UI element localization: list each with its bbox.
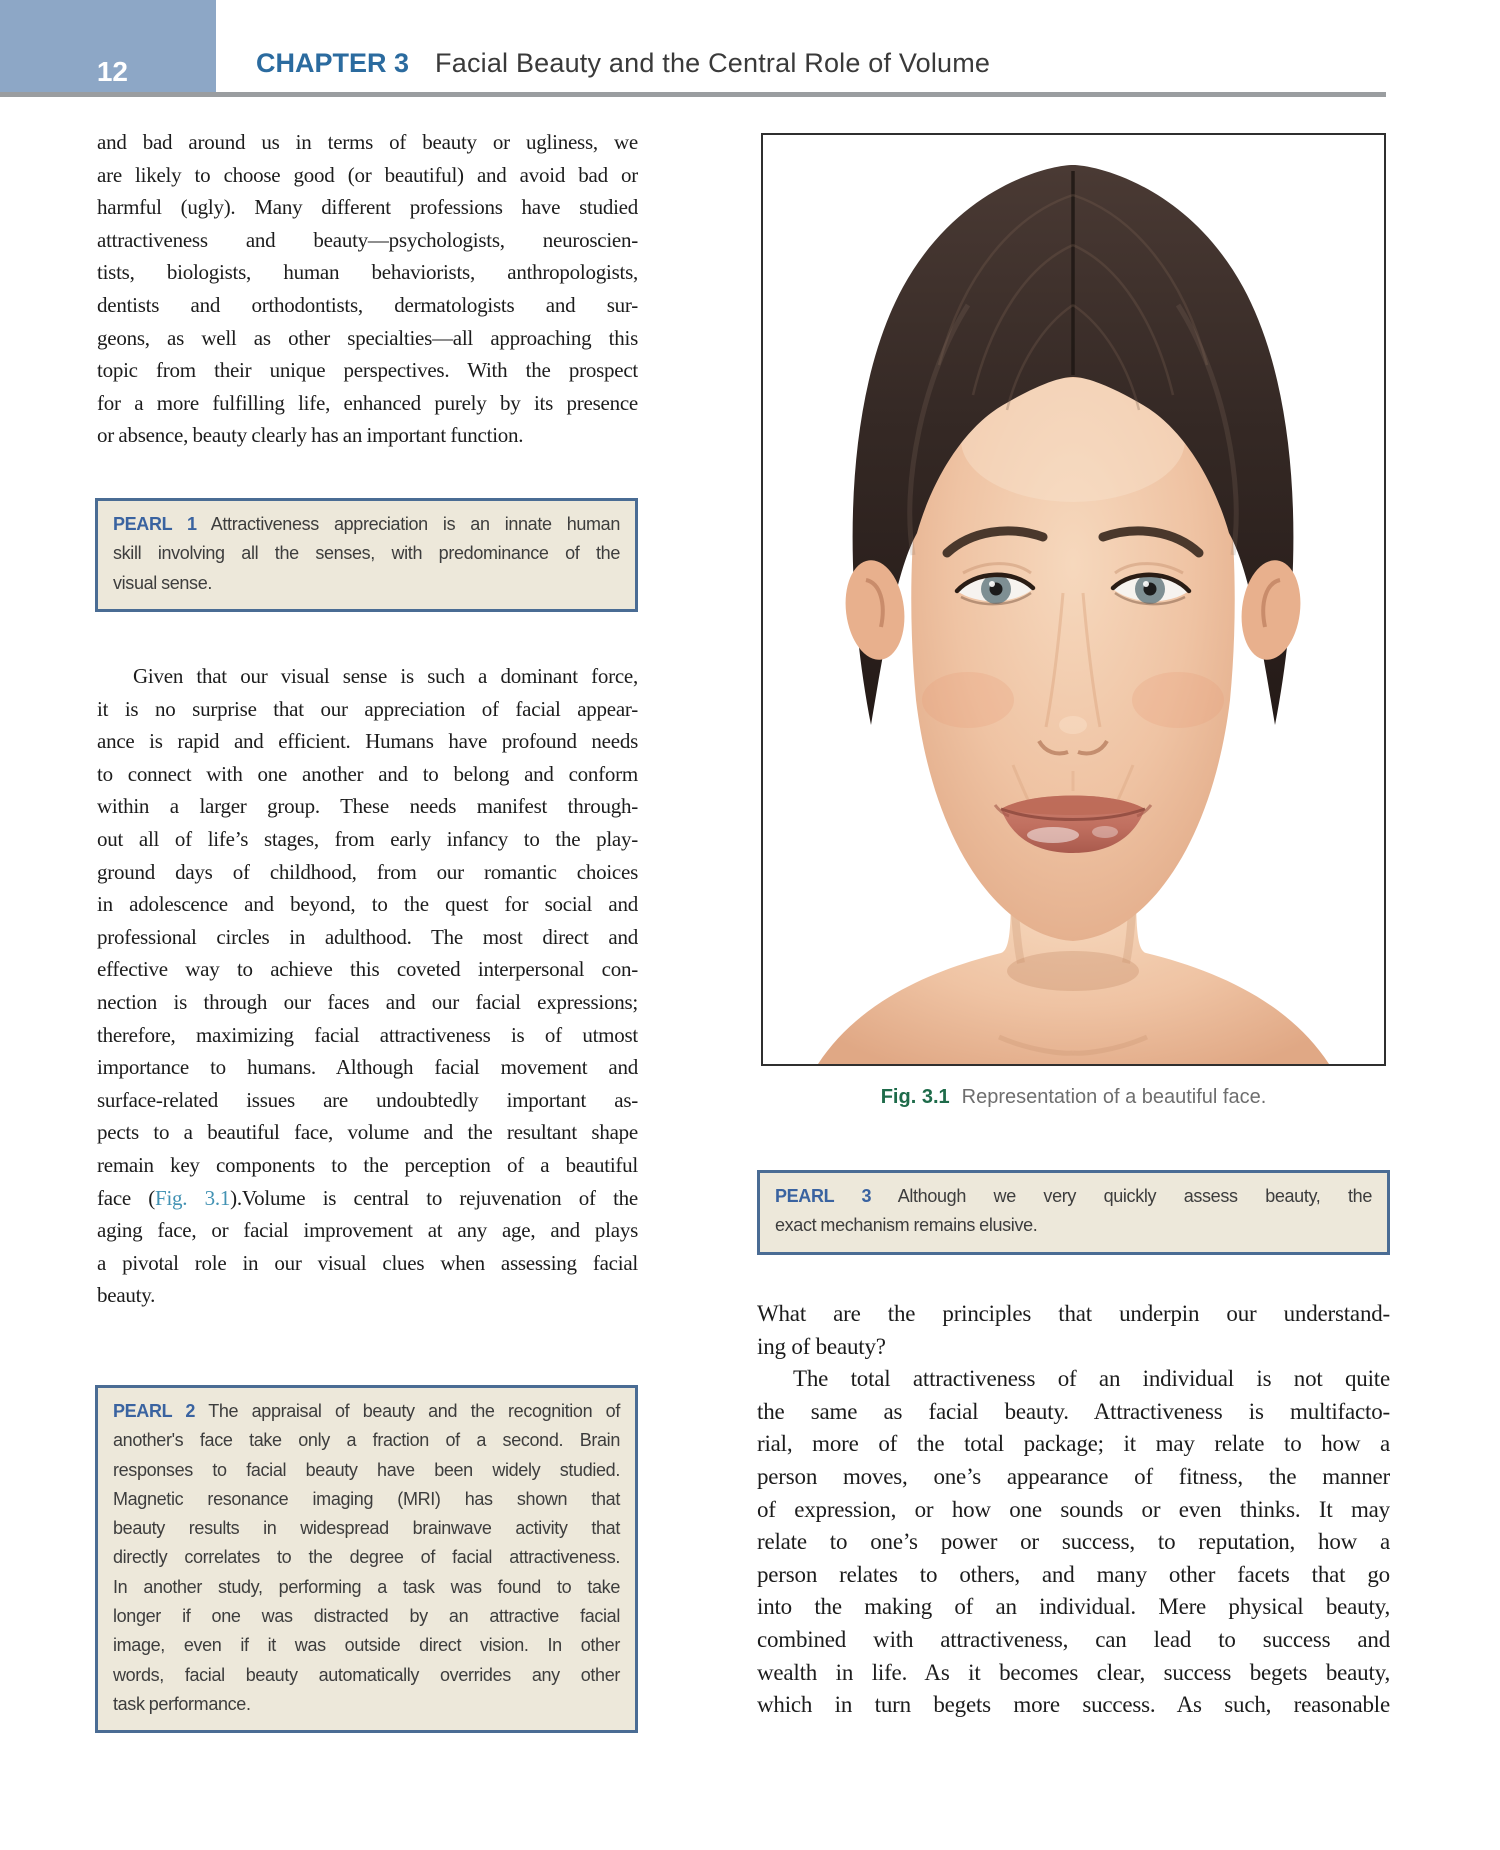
text-line: another's face take only a fraction of a second. Brain <box>113 1430 620 1451</box>
text-line: wealth in life. As it becomes clear, success begets beauty, <box>757 1659 1390 1685</box>
text-line: pects to a beautiful face, volume and the resultant shape <box>97 1120 638 1145</box>
text-line: combined with attractiveness, can lead to success and <box>757 1626 1390 1652</box>
pearl-1-box <box>95 498 638 612</box>
text-line: visual sense. <box>113 572 213 593</box>
text-line: out all of life’s stages, from early infancy to the play- <box>97 826 638 851</box>
pearl-3-label: PEARL 3 <box>775 1186 872 1206</box>
figure-caption-label: Fig. 3.1 <box>880 1086 950 1108</box>
text-line: dentists and orthodontists, dermatologists and sur- <box>97 292 638 317</box>
text-line <box>97 1182 638 1215</box>
page-number: 12 <box>96 56 128 87</box>
text-line: Magnetic resonance imaging (MRI) has shown that <box>113 1488 620 1509</box>
text-line: ground days of childhood, from our romantic choices <box>97 859 638 884</box>
text-line: directly correlates to the degree of facial attractiveness. <box>113 1547 620 1568</box>
text-span: face ( <box>97 1185 156 1210</box>
text-line: it is no surprise that our appreciation of facial appear- <box>97 696 638 721</box>
chapter-label: CHAPTER 3 <box>256 48 410 78</box>
text-line: image, even if it was outside direct vision. In other <box>113 1635 620 1656</box>
text-span: Although we very quickly assess beauty, the <box>871 1186 1372 1206</box>
question-paragraph <box>757 1298 1390 1363</box>
page-number-block <box>0 0 216 92</box>
text-line: a pivotal role in our visual clues when assessing facial <box>97 1250 638 1275</box>
text-line: effective way to achieve this coveted interpersonal con- <box>97 957 638 982</box>
text-line: in adolescence and beyond, to the quest for social and <box>97 892 638 917</box>
text-line: What are the principles that underpin our understand- <box>757 1301 1390 1326</box>
text-line <box>113 510 620 539</box>
text-line: longer if one was distracted by an attractive facial <box>113 1606 620 1627</box>
text-line: the same as facial beauty. Attractiveness is multifacto- <box>757 1398 1390 1424</box>
text-line: In another study, performing a task was found to take <box>113 1576 620 1597</box>
pearl-2-box <box>95 1385 638 1733</box>
text-line: professional circles in adulthood. The most direct and <box>97 924 638 949</box>
figure-caption-text: Representation of a beautiful face. <box>961 1086 1267 1108</box>
text-span: ).Volume is central to rejuvenation of the <box>230 1185 638 1210</box>
figure-3-1-reference[interactable]: Fig. 3.1 <box>155 1185 231 1210</box>
text-line: importance to humans. Although facial movement and <box>97 1055 638 1080</box>
text-line: geons, as well as other specialties—all approaching this <box>97 325 638 350</box>
body-paragraph-volume <box>97 660 638 1312</box>
text-line: person moves, one’s appearance of fitness, the manner <box>757 1463 1390 1489</box>
text-line: person relates to others, and many other facets that go <box>757 1561 1390 1587</box>
text-line: or absence, beauty clearly has an important function. <box>97 423 524 448</box>
chapter-title: Facial Beauty and the Central Role of Volume <box>435 48 991 78</box>
text-line: ing of beauty? <box>757 1333 886 1359</box>
text-line: exact mechanism remains elusive. <box>775 1215 1038 1236</box>
text-line: beauty. <box>97 1283 156 1308</box>
text-line: for a more fulfilling life, enhanced purely by its presence <box>97 390 638 415</box>
pearl-2-label: PEARL 2 <box>113 1401 196 1421</box>
text-line: of expression, or how one sounds or even thinks. It may <box>757 1496 1390 1522</box>
text-line: to connect with one another and to belong and conform <box>97 761 638 786</box>
text-line: ance is rapid and efficient. Humans have profound needs <box>97 729 638 754</box>
text-line: therefore, maximizing facial attractiveness is of utmost <box>97 1022 638 1047</box>
text-line: responses to facial beauty have been widely studied. <box>113 1459 620 1480</box>
chapter-heading <box>256 48 990 79</box>
header-rule <box>0 92 1386 97</box>
text-line: remain key components to the perception of a beautiful <box>97 1152 638 1177</box>
right-text-block <box>757 1298 1390 1722</box>
text-line: harmful (ugly). Many different professions have studied <box>97 195 638 220</box>
text-line: are likely to choose good (or beautiful) and avoid bad or <box>97 162 638 187</box>
text-line <box>775 1182 1372 1211</box>
text-line: which in turn begets more success. As such, reasonable <box>757 1692 1390 1718</box>
pearl-3-box <box>757 1170 1390 1255</box>
text-line: aging face, or facial improvement at any age, and plays <box>97 1218 638 1243</box>
text-line: Given that our visual sense is such a dominant force, <box>133 664 638 688</box>
body-paragraph-attractiveness <box>757 1363 1390 1722</box>
text-line: relate to one’s power or success, to reputation, how a <box>757 1529 1390 1555</box>
text-line: task performance. <box>113 1693 251 1714</box>
text-line: within a larger group. These needs manifest through- <box>97 794 638 819</box>
text-line: beauty results in widespread brainwave activity that <box>113 1518 620 1539</box>
text-line: tists, biologists, human behaviorists, anthropologists, <box>97 260 638 285</box>
text-line: skill involving all the senses, with predominance of the <box>113 543 620 564</box>
figure-frame <box>761 133 1386 1066</box>
text-line: attractiveness and beauty—psychologists, neuroscien- <box>97 227 638 252</box>
text-line: rial, more of the total package; it may relate to how a <box>757 1431 1390 1457</box>
portrait-illustration <box>763 135 1384 1064</box>
body-paragraph-continued <box>97 126 638 452</box>
pearl-1-label: PEARL 1 <box>113 514 197 534</box>
text-line: topic from their unique perspectives. With the prospect <box>97 358 638 383</box>
text-line: and bad around us in terms of beauty or ugliness, we <box>97 130 638 154</box>
text-line: The total attractiveness of an individual is not quite <box>793 1366 1390 1392</box>
figure-caption <box>757 1086 1390 1109</box>
text-line <box>113 1397 620 1426</box>
text-line: into the making of an individual. Mere physical beauty, <box>757 1594 1390 1620</box>
text-line: words, facial beauty automatically overrides any other <box>113 1664 620 1685</box>
text-line: nection is through our faces and our facial expressions; <box>97 989 638 1014</box>
text-span: The appraisal of beauty and the recognition of <box>195 1401 620 1421</box>
text-span: Attractiveness appreciation is an innate human <box>196 514 620 534</box>
text-line: surface-related issues are undoubtedly important as- <box>97 1087 638 1112</box>
